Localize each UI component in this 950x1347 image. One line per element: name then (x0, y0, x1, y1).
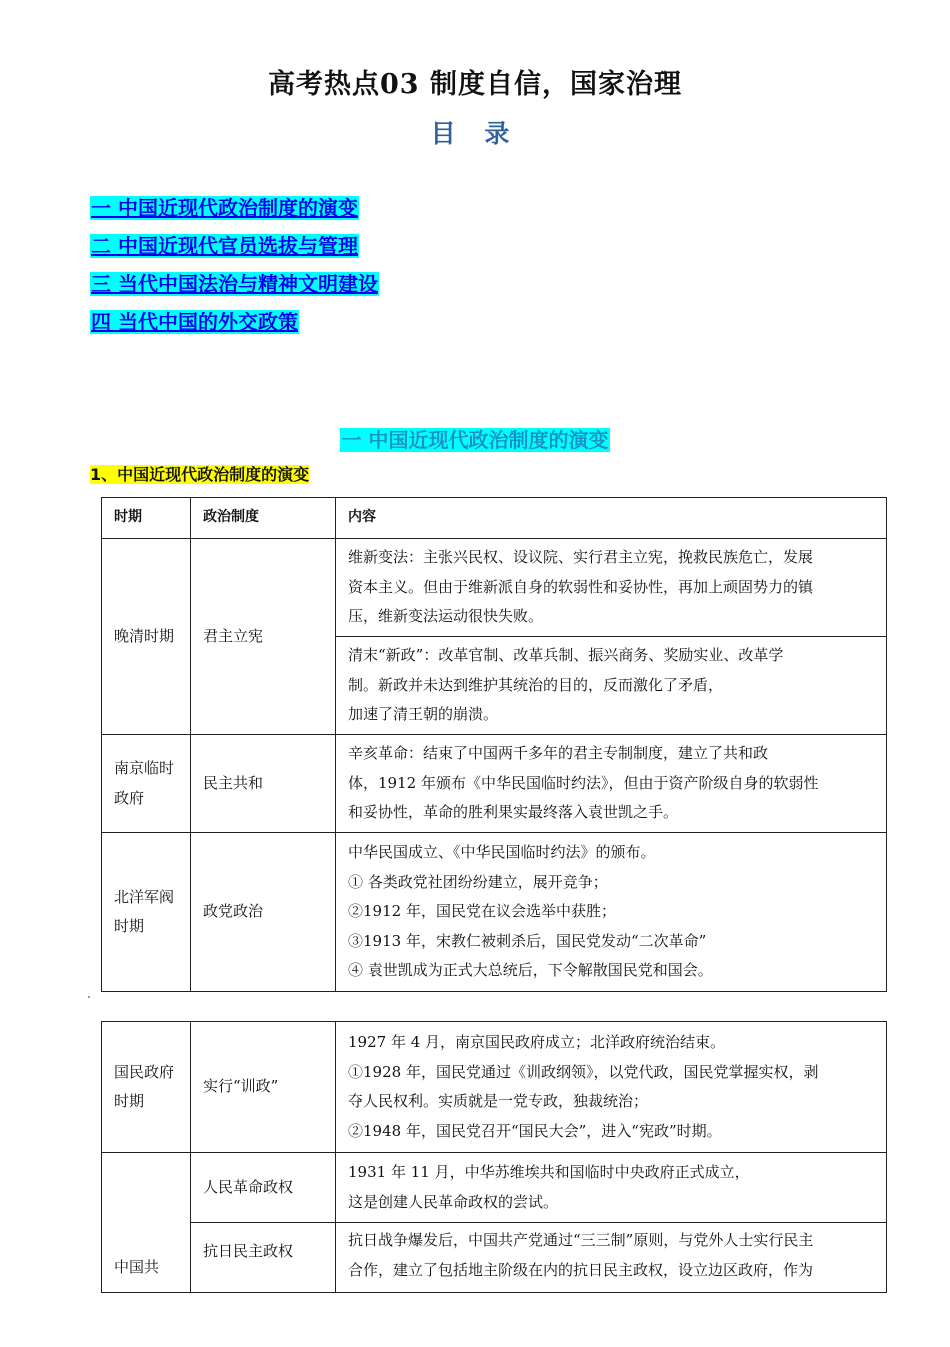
sub-heading-text: 1、中国近现代政治制度的演变 (90, 465, 310, 484)
table-row (102, 539, 887, 637)
political-system-table-part1 (101, 497, 887, 992)
content-line: 和妥协性，革命的胜利果实最终落入袁世凯之手。 (348, 803, 679, 822)
political-system-table-part2 (101, 1021, 887, 1293)
toc-link-2[interactable]: 二 中国近现代官员选拔与管理 (91, 234, 358, 258)
content-line: ②1948 年，国民党召开“国民大会”，进入“宪政”时期。 (348, 1121, 722, 1140)
content-line: ① 各类政党社团纷纷建立，展开竞争； (348, 872, 608, 891)
table-row (102, 735, 887, 833)
toc-link-3[interactable]: 三 当代中国法治与精神文明建设 (91, 272, 378, 296)
period-cell: 中国共 (102, 1153, 191, 1293)
system-cell: 民主共和 (191, 735, 336, 833)
content-line: 压，维新变法运动很快失败。 (348, 607, 544, 626)
content-line: 合作，建立了包括地主阶级在内的抗日民主政权，设立边区政府，作为 (348, 1260, 814, 1279)
toc-title: 目 录 (430, 119, 520, 148)
content-cell (336, 1022, 887, 1153)
period-cell: 北洋军阀时期 (102, 833, 191, 992)
toc-link-1[interactable]: 一 中国近现代政治制度的演变 (91, 196, 358, 220)
toc-link-4[interactable]: 四 当代中国的外交政策 (91, 310, 298, 334)
section-heading (0, 424, 950, 453)
content-line: 辛亥革命：结束了中国两千多年的君主专制制度，建立了共和政 (348, 744, 769, 763)
system-cell: 人民革命政权 (191, 1153, 336, 1223)
content-line: 夺人民权利。实质就是一党专政，独裁统治； (348, 1092, 649, 1110)
page-marker-dot (88, 996, 90, 998)
content-line: ②1912 年，国民党在议会选举中获胜； (348, 902, 616, 921)
toc-item-3 (90, 271, 379, 298)
content-line: ①1928 年，国民党通过《训政纲领》，以党代政，国民党掌握实权，剥 (348, 1062, 819, 1081)
content-line: 维新变法：主张兴民权、设议院、实行君主立宪，挽救民族危亡，发展 (348, 548, 814, 567)
period-cell: 国民政府时期 (102, 1022, 191, 1153)
content-line: 中华民国成立、《中华民国临时约法》的颁布。 (348, 843, 656, 862)
content-line: 加速了清王朝的崩溃。 (348, 705, 499, 724)
system-cell: 政党政治 (191, 833, 336, 992)
system-cell: 抗日民主政权 (191, 1223, 336, 1293)
table-header-row (102, 498, 887, 539)
header-system: 政治制度 (191, 498, 336, 539)
content-cell (336, 735, 887, 833)
content-line: ③1913 年，宋教仁被刺杀后，国民党发动“二次革命” (348, 931, 707, 950)
document-title: 高考热点03 制度自信，国家治理 (268, 69, 682, 100)
table-row (102, 833, 887, 992)
system-cell: 君主立宪 (191, 539, 336, 735)
period-cell: 晚清时期 (102, 539, 191, 735)
content-line: 制。新政并未达到维护其统治的目的，反而激化了矛盾， (348, 675, 724, 694)
system-cell: 实行“训政” (191, 1022, 336, 1153)
table-of-contents (90, 195, 379, 347)
toc-item-4 (90, 309, 379, 336)
sub-heading (90, 462, 309, 485)
header-period: 时期 (102, 498, 191, 539)
content-cell (336, 539, 887, 637)
content-line: 这是创建人民革命政权的尝试。 (348, 1192, 559, 1211)
content-line: ④ 袁世凯成为正式大总统后，下令解散国民党和国会。 (348, 961, 713, 980)
table-row (102, 1153, 887, 1223)
content-cell (336, 1223, 887, 1293)
section-heading-text: 一 中国近现代政治制度的演变 (341, 428, 609, 452)
content-line: 清末“新政”：改革官制、改革兵制、振兴商务、奖励实业、改革学 (348, 646, 784, 665)
content-line: 体，1912 年颁布《中华民国临时约法》，但由于资产阶级自身的软弱性 (348, 773, 819, 792)
toc-item-1 (90, 195, 379, 222)
period-cell: 南京临时政府 (102, 735, 191, 833)
content-line: 1927 年 4 月，南京国民政府成立；北洋政府统治结束。 (348, 1033, 726, 1051)
header-content: 内容 (336, 498, 887, 539)
table-row (102, 1223, 887, 1293)
content-cell (336, 833, 887, 992)
content-line: 抗日战争爆发后，中国共产党通过“三三制”原则，与党外人士实行民主 (348, 1231, 814, 1249)
toc-item-2 (90, 233, 379, 260)
content-cell (336, 637, 887, 735)
content-line: 资本主义。但由于维新派自身的软弱性和妥协性，再加上顽固势力的镇 (348, 577, 814, 596)
table-row (102, 1022, 887, 1153)
content-line: 1931 年 11 月，中华苏维埃共和国临时中央政府正式成立， (348, 1163, 750, 1181)
content-cell (336, 1153, 887, 1223)
